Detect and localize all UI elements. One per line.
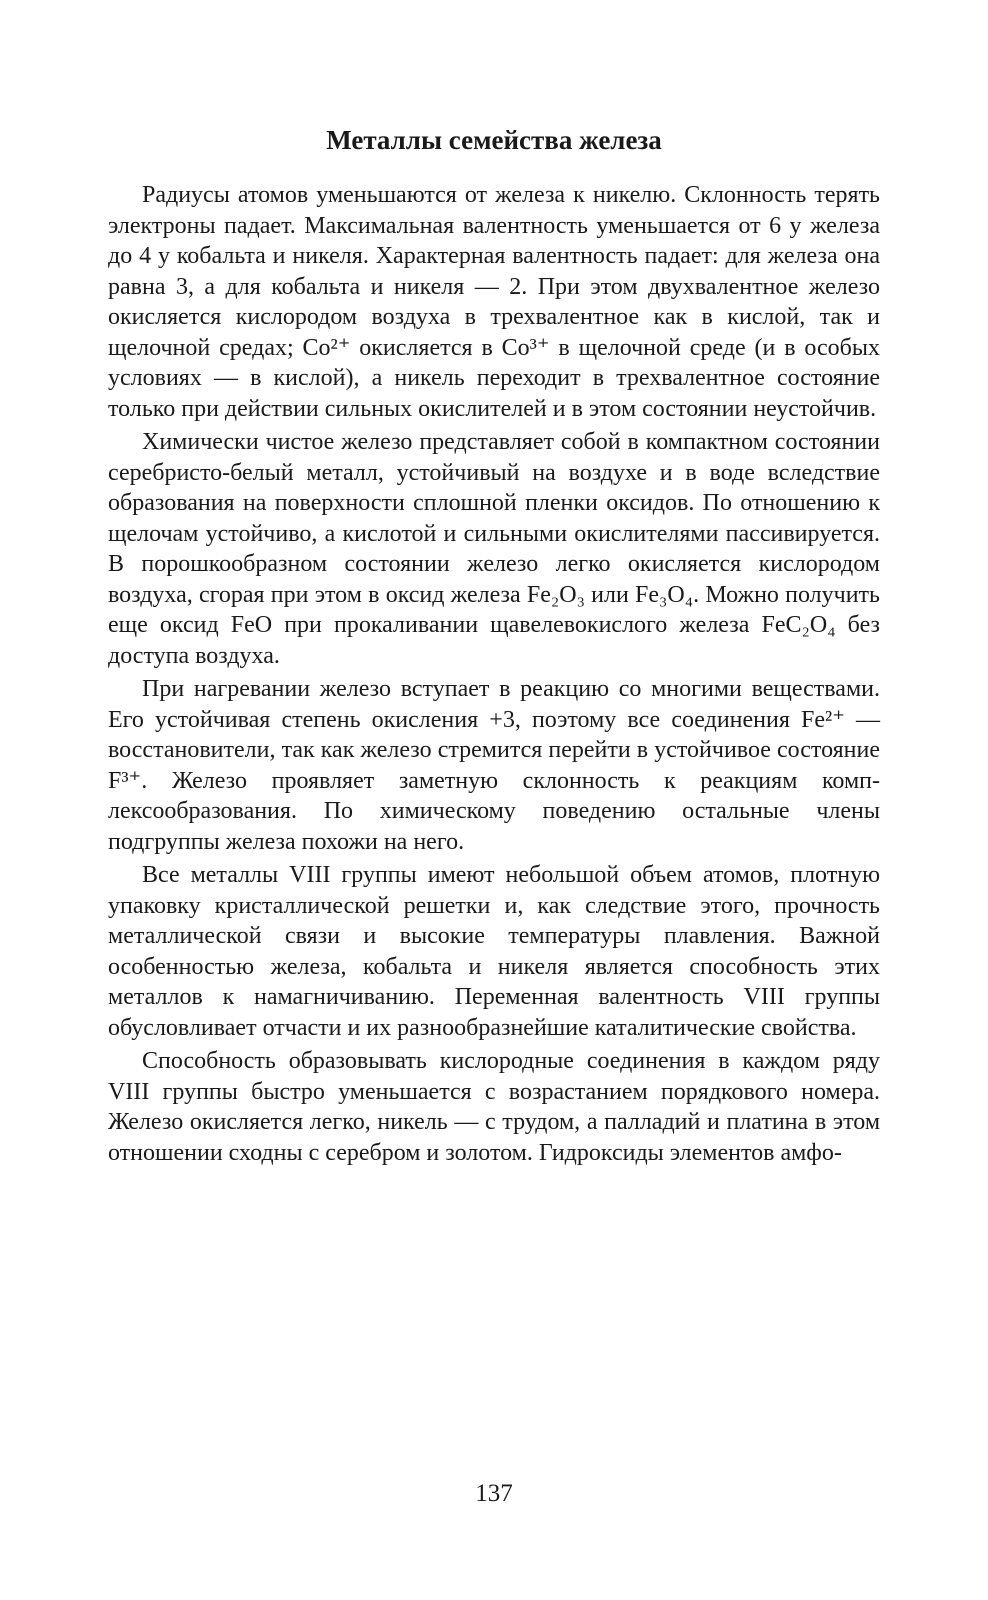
paragraph-1: Радиусы атомов уменьшаются от железа к никелю. Склонность терять электроны падает. Максимальная валентность уменьшается от 6 у железа до 4 у кобальта и никеля. Характерная валентность падает: для железа она равна 3, а для кобальта и никеля — 2. При этом двухвалентное железо окисляется кислородом воздуха в трехвалентное как в кислой, так и щелочной средах; Co²⁺ окисляется в Co³⁺ в щелочной среде (и в особых условиях — в кислой), а никель переходит в трехвалентное состояние только при действии сильных окислителей и в этом состоянии неустойчив.	[108, 182, 880, 422]
body-text	[108, 180, 880, 1171]
section-heading: Металлы семейства железа	[326, 125, 662, 155]
paragraph-5: Способность образовывать кислородные соединения в каждом ряду VIII группы быстро уменьшается с возрастанием порядкового номера. Железо окисляется легко, никель — с трудом, а палладий и платина в этом отношении сходны с серебром и золотом. Гидроксиды элементов амфо-	[108, 1048, 880, 1166]
paragraph-3: При нагревании железо вступает в реакцию со многими веществами. Его устойчивая степень окисления +3, поэтому все соединения Fe²⁺ — восстановители, так как железо стремится перейти в устойчивое состояние F³⁺. Железо проявляет заметную склонность к реакциям комплексообразования. По химическому поведению остальные члены подгруппы железа похожи на него.	[108, 676, 880, 855]
page-number: 137	[475, 1480, 513, 1507]
paragraph-4: Все металлы VIII группы имеют небольшой объем атомов, плотную упаковку кристаллической решетки и, как следствие этого, прочность металлической связи и высокие температуры плавления. Важной особенностью железа, кобальта и никеля является способность этих металлов к намагничиванию. Переменная валентность VIII группы обусловливает отчасти и их разнообразнейшие каталитические свойства.	[108, 862, 880, 1041]
paragraph-2: Химически чистое железо представляет собой в компактном состоянии серебристо-белый металл, устойчивый на воздухе и в воде вследствие образования на поверхности сплошной пленки оксидов. По отношению к щелочам устойчиво, а кислотой и сильными окислителями пассивируется. В порошкообразном состоянии железо легко окисляется кислородом воздуха, сгорая при этом в оксид железа Fe₂O₃ или Fe₃O₄. Можно получить еще оксид FeO при прокаливании щавелевокислого железа FeC₂O₄ без доступа воздуха.	[108, 429, 880, 669]
